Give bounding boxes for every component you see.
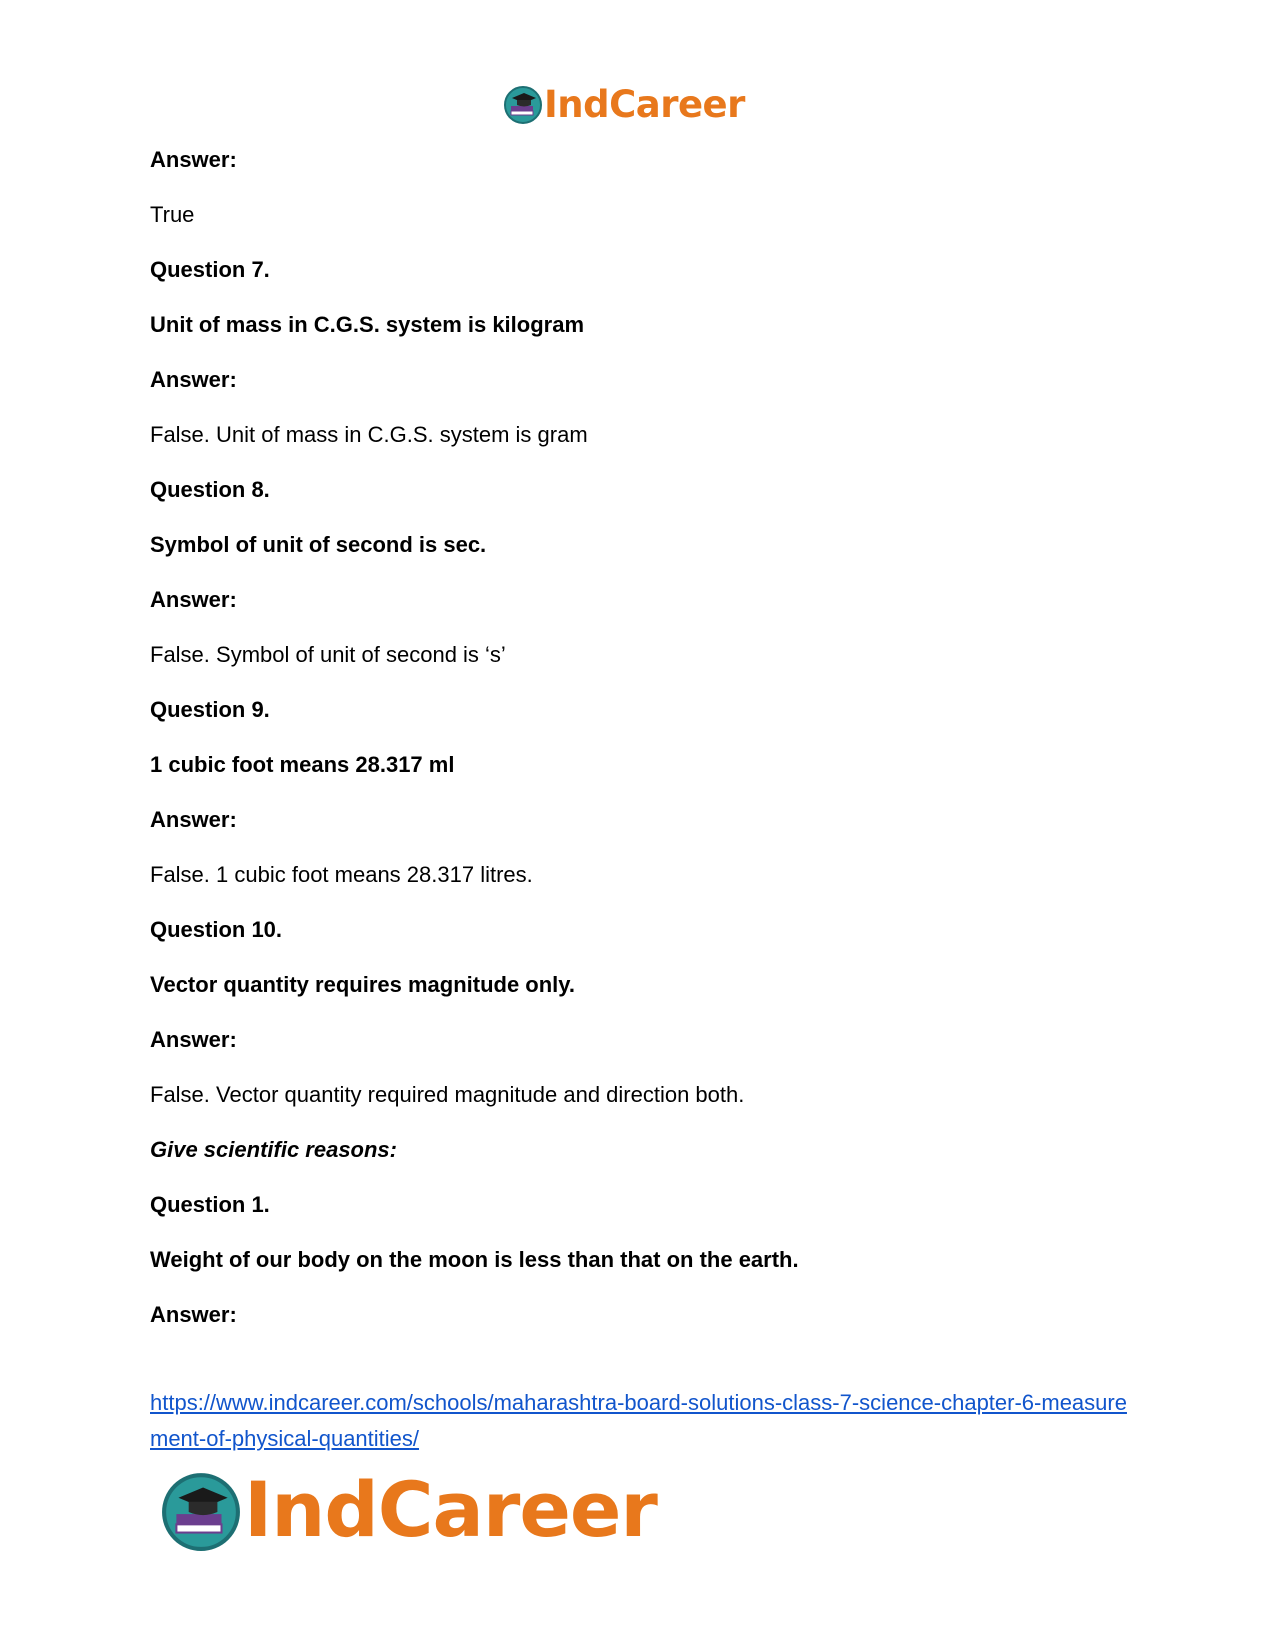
answer-label: Answer:: [150, 1027, 237, 1052]
question-statement: Unit of mass in C.G.S. system is kilogram: [150, 312, 585, 337]
question-number: Question 8.: [150, 477, 270, 502]
graduation-cap-icon: [160, 1469, 242, 1551]
source-url-link[interactable]: https://www.indcareer.com/schools/maharashtra-board-solutions-class-7-science-chapter-6-measurement-of-physical-quantities/: [150, 1390, 1127, 1451]
answer-label: Answer:: [150, 367, 237, 392]
question-statement: Vector quantity requires magnitude only.: [150, 972, 576, 997]
answer-text: False. Unit of mass in C.G.S. system is gram: [150, 422, 588, 447]
question-statement: Weight of our body on the moon is less than that on the earth.: [150, 1247, 799, 1272]
question-statement: Symbol of unit of second is sec.: [150, 532, 487, 557]
answer-label: Answer:: [150, 587, 237, 612]
footer-logo-text: IndCareer: [244, 1465, 657, 1554]
header-logo-text: IndCareer: [544, 82, 745, 126]
graduation-cap-icon: [503, 84, 543, 124]
question-number: Question 10.: [150, 917, 283, 942]
footer-logo: [160, 1465, 657, 1555]
question-statement: 1 cubic foot means 28.317 ml: [150, 752, 455, 777]
question-number: Question 9.: [150, 697, 270, 722]
answer-label: Answer:: [150, 1302, 237, 1327]
question-number: Question 1.: [150, 1192, 270, 1217]
answer-label: Answer:: [150, 807, 237, 832]
question-number: Question 7.: [150, 257, 270, 282]
answer-label: Answer:: [150, 147, 237, 172]
answer-text: False. 1 cubic foot means 28.317 litres.: [150, 862, 533, 887]
answer-text: False. Symbol of unit of second is ‘s’: [150, 642, 506, 667]
answer-text: False. Vector quantity required magnitude and direction both.: [150, 1082, 745, 1107]
header-logo: [503, 80, 745, 128]
section-heading: Give scientific reasons:: [150, 1137, 397, 1162]
answer-text: True: [150, 202, 195, 227]
document-body: [150, 147, 1130, 1357]
